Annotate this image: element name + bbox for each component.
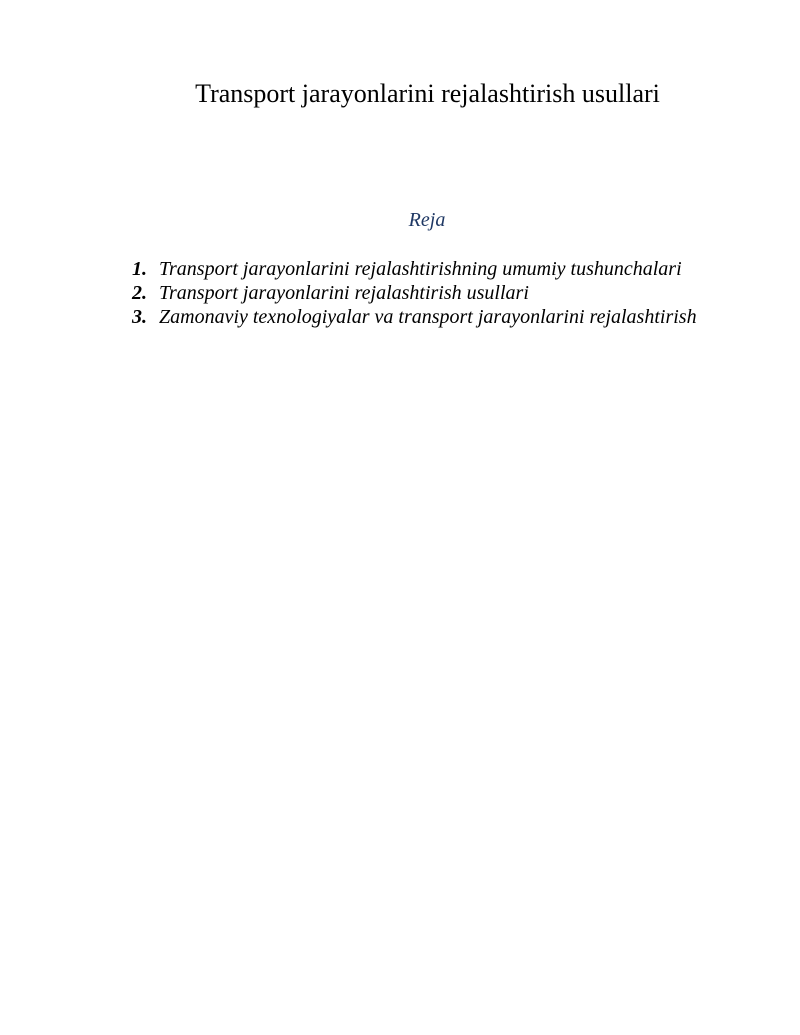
plan-item-number: 2. (132, 282, 147, 304)
document-title: Transport jarayonlarini rejalashtirish usullari (195, 79, 660, 108)
plan-item-text: Zamonaviy texnologiyalar va transport jarayonlarini rejalashtirish (159, 306, 697, 328)
plan-item-3 (132, 305, 697, 329)
plan-heading: Reja (408, 209, 446, 231)
plan-item-2 (132, 281, 697, 305)
plan-item-number: 1. (132, 258, 147, 280)
plan-item-1 (132, 257, 697, 281)
plan-item-number: 3. (132, 306, 147, 328)
plan-item-text: Transport jarayonlarini rejalashtirishning umumiy tushunchalari (159, 258, 682, 280)
plan-list (132, 257, 697, 329)
plan-item-text: Transport jarayonlarini rejalashtirish usullari (159, 282, 529, 304)
